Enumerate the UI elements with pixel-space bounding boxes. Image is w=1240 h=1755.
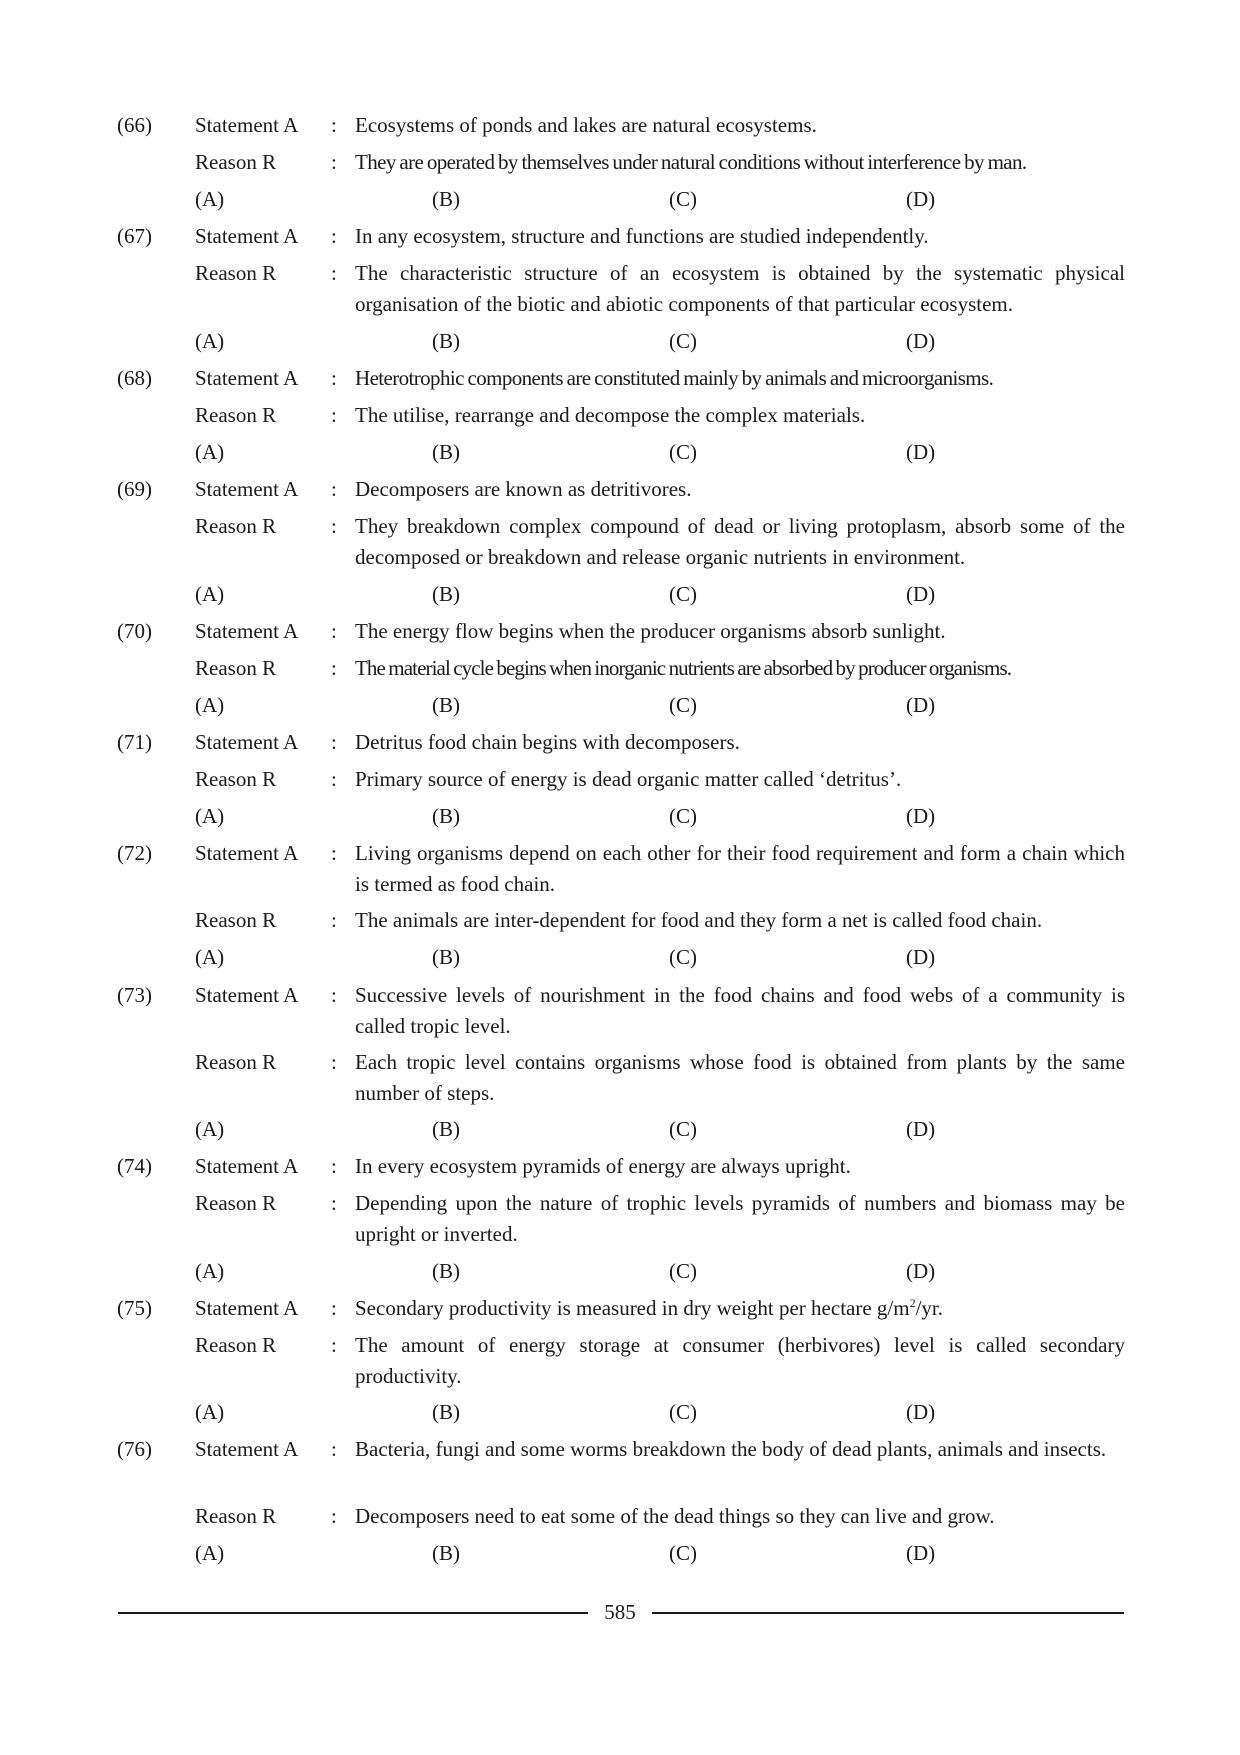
statement-text: Decomposers are known as detritivores. xyxy=(355,477,692,501)
question-number: (66) xyxy=(117,113,152,137)
option-c: (C) xyxy=(669,693,697,717)
option-a: (A) xyxy=(195,693,225,717)
option-b: (B) xyxy=(432,1541,460,1565)
option-a: (A) xyxy=(195,187,225,211)
colon: : xyxy=(331,403,337,427)
reason-text: The material cycle begins when inorganic nutrients are absorbed by producer organisms. xyxy=(355,656,1012,680)
option-d: (D) xyxy=(906,693,936,717)
option-b: (B) xyxy=(432,329,460,353)
statement-label: Statement A xyxy=(195,477,299,501)
option-d: (D) xyxy=(906,187,936,211)
statement-label: Statement A xyxy=(195,1154,299,1178)
question-number: (73) xyxy=(117,983,152,1007)
statement-text: Bacteria, fungi and some worms breakdown the body of dead plants, animals and insects. xyxy=(355,1437,1107,1461)
statement-label: Statement A xyxy=(195,366,299,390)
statement-label: Statement A xyxy=(195,113,299,137)
colon: : xyxy=(331,1437,337,1461)
option-d: (D) xyxy=(906,582,936,606)
reason-label: Reason R xyxy=(195,403,277,427)
colon: : xyxy=(331,477,337,501)
statement-text: Ecosystems of ponds and lakes are natural ecosystems. xyxy=(355,113,817,137)
colon: : xyxy=(331,1296,337,1320)
question-number: (70) xyxy=(117,619,152,643)
colon: : xyxy=(331,366,337,390)
option-a: (A) xyxy=(195,1259,225,1283)
statement-label: Statement A xyxy=(195,1296,299,1320)
statement-text-part: /yr. xyxy=(915,1296,944,1320)
option-d: (D) xyxy=(906,1541,936,1565)
reason-text: Depending upon the nature of trophic levels pyramids of numbers and biomass may be upright or inverted. xyxy=(355,1191,1125,1246)
option-c: (C) xyxy=(669,804,697,828)
reason-label: Reason R xyxy=(195,1333,277,1357)
option-d: (D) xyxy=(906,945,936,969)
statement-text xyxy=(355,1293,1125,1324)
colon: : xyxy=(331,767,337,791)
question-number: (72) xyxy=(117,841,152,865)
colon: : xyxy=(331,1191,337,1215)
option-b: (B) xyxy=(432,187,460,211)
reason-text: Primary source of energy is dead organic matter called ‘detritus’. xyxy=(355,767,902,791)
statement-label: Statement A xyxy=(195,983,299,1007)
statement-text: The energy flow begins when the producer organisms absorb sunlight. xyxy=(355,619,946,643)
colon: : xyxy=(331,150,337,174)
colon: : xyxy=(331,1504,337,1528)
option-a: (A) xyxy=(195,329,225,353)
colon: : xyxy=(331,224,337,248)
reason-label: Reason R xyxy=(195,1191,277,1215)
option-d: (D) xyxy=(906,440,936,464)
reason-text: They are operated by themselves under natural conditions without interference by man. xyxy=(355,150,1027,174)
option-b: (B) xyxy=(432,1117,460,1141)
reason-text: The characteristic structure of an ecosystem is obtained by the systematic physical organisation of the biotic and abiotic components of that particular ecosystem. xyxy=(355,261,1125,316)
statement-text: In every ecosystem pyramids of energy are always upright. xyxy=(355,1154,851,1178)
option-b: (B) xyxy=(432,1259,460,1283)
statement-text: In any ecosystem, structure and functions are studied independently. xyxy=(355,224,929,248)
option-b: (B) xyxy=(432,693,460,717)
option-d: (D) xyxy=(906,329,936,353)
colon: : xyxy=(331,841,337,865)
reason-label: Reason R xyxy=(195,767,277,791)
option-a: (A) xyxy=(195,1541,225,1565)
option-a: (A) xyxy=(195,1400,225,1424)
reason-label: Reason R xyxy=(195,1504,277,1528)
page-number: 585 xyxy=(604,1600,636,1624)
statement-text: Heterotrophic components are constituted mainly by animals and microorganisms. xyxy=(355,366,994,390)
colon: : xyxy=(331,730,337,754)
option-d: (D) xyxy=(906,1400,936,1424)
option-d: (D) xyxy=(906,1259,936,1283)
footer-rule-right xyxy=(652,1612,1124,1614)
colon: : xyxy=(331,908,337,932)
reason-label: Reason R xyxy=(195,908,277,932)
statement-text-part: Secondary productivity is measured in dry weight per hectare g/m xyxy=(355,1296,910,1320)
reason-text: Each tropic level contains organisms whose food is obtained from plants by the same number of steps. xyxy=(355,1050,1125,1105)
option-b: (B) xyxy=(432,945,460,969)
statement-label: Statement A xyxy=(195,1437,299,1461)
statement-text: Detritus food chain begins with decomposers. xyxy=(355,730,740,754)
option-a: (A) xyxy=(195,945,225,969)
colon: : xyxy=(331,1333,337,1357)
statement-label: Statement A xyxy=(195,619,299,643)
colon: : xyxy=(331,619,337,643)
colon: : xyxy=(331,514,337,538)
option-a: (A) xyxy=(195,1117,225,1141)
question-number: (76) xyxy=(117,1437,152,1461)
colon: : xyxy=(331,656,337,680)
option-c: (C) xyxy=(669,329,697,353)
question-number: (75) xyxy=(117,1296,152,1320)
footer-rule-left xyxy=(118,1612,588,1614)
option-b: (B) xyxy=(432,1400,460,1424)
reason-text: The amount of energy storage at consumer (herbivores) level is called secondary productivity. xyxy=(355,1333,1125,1388)
option-a: (A) xyxy=(195,804,225,828)
question-number: (74) xyxy=(117,1154,152,1178)
statement-label: Statement A xyxy=(195,841,299,865)
option-d: (D) xyxy=(906,1117,936,1141)
colon: : xyxy=(331,983,337,1007)
option-c: (C) xyxy=(669,1541,697,1565)
question-number: (67) xyxy=(117,224,152,248)
statement-text: Successive levels of nourishment in the food chains and food webs of a community is called tropic level. xyxy=(355,983,1125,1038)
colon: : xyxy=(331,261,337,285)
option-a: (A) xyxy=(195,582,225,606)
reason-label: Reason R xyxy=(195,1050,277,1074)
statement-text: Living organisms depend on each other for their food requirement and form a chain which is termed as food chain. xyxy=(355,841,1125,896)
question-number: (71) xyxy=(117,730,152,754)
reason-text: Decomposers need to eat some of the dead things so they can live and grow. xyxy=(355,1504,995,1528)
colon: : xyxy=(331,1050,337,1074)
reason-text: The utilise, rearrange and decompose the complex materials. xyxy=(355,403,866,427)
reason-label: Reason R xyxy=(195,656,277,680)
colon: : xyxy=(331,1154,337,1178)
option-a: (A) xyxy=(195,440,225,464)
reason-label: Reason R xyxy=(195,261,277,285)
superscript: 2 xyxy=(909,1296,916,1310)
option-c: (C) xyxy=(669,440,697,464)
option-d: (D) xyxy=(906,804,936,828)
reason-text: The animals are inter-dependent for food and they form a net is called food chain. xyxy=(355,908,1043,932)
option-c: (C) xyxy=(669,945,697,969)
option-b: (B) xyxy=(432,582,460,606)
statement-label: Statement A xyxy=(195,224,299,248)
option-c: (C) xyxy=(669,1117,697,1141)
question-number: (68) xyxy=(117,366,152,390)
question-number: (69) xyxy=(117,477,152,501)
statement-label: Statement A xyxy=(195,730,299,754)
reason-label: Reason R xyxy=(195,514,277,538)
option-c: (C) xyxy=(669,1400,697,1424)
option-c: (C) xyxy=(669,582,697,606)
reason-label: Reason R xyxy=(195,150,277,174)
reason-text: They breakdown complex compound of dead or living protoplasm, absorb some of the decomposed or breakdown and release organic nutrients in environment. xyxy=(355,514,1125,569)
colon: : xyxy=(331,113,337,137)
option-c: (C) xyxy=(669,1259,697,1283)
option-b: (B) xyxy=(432,440,460,464)
option-c: (C) xyxy=(669,187,697,211)
option-b: (B) xyxy=(432,804,460,828)
